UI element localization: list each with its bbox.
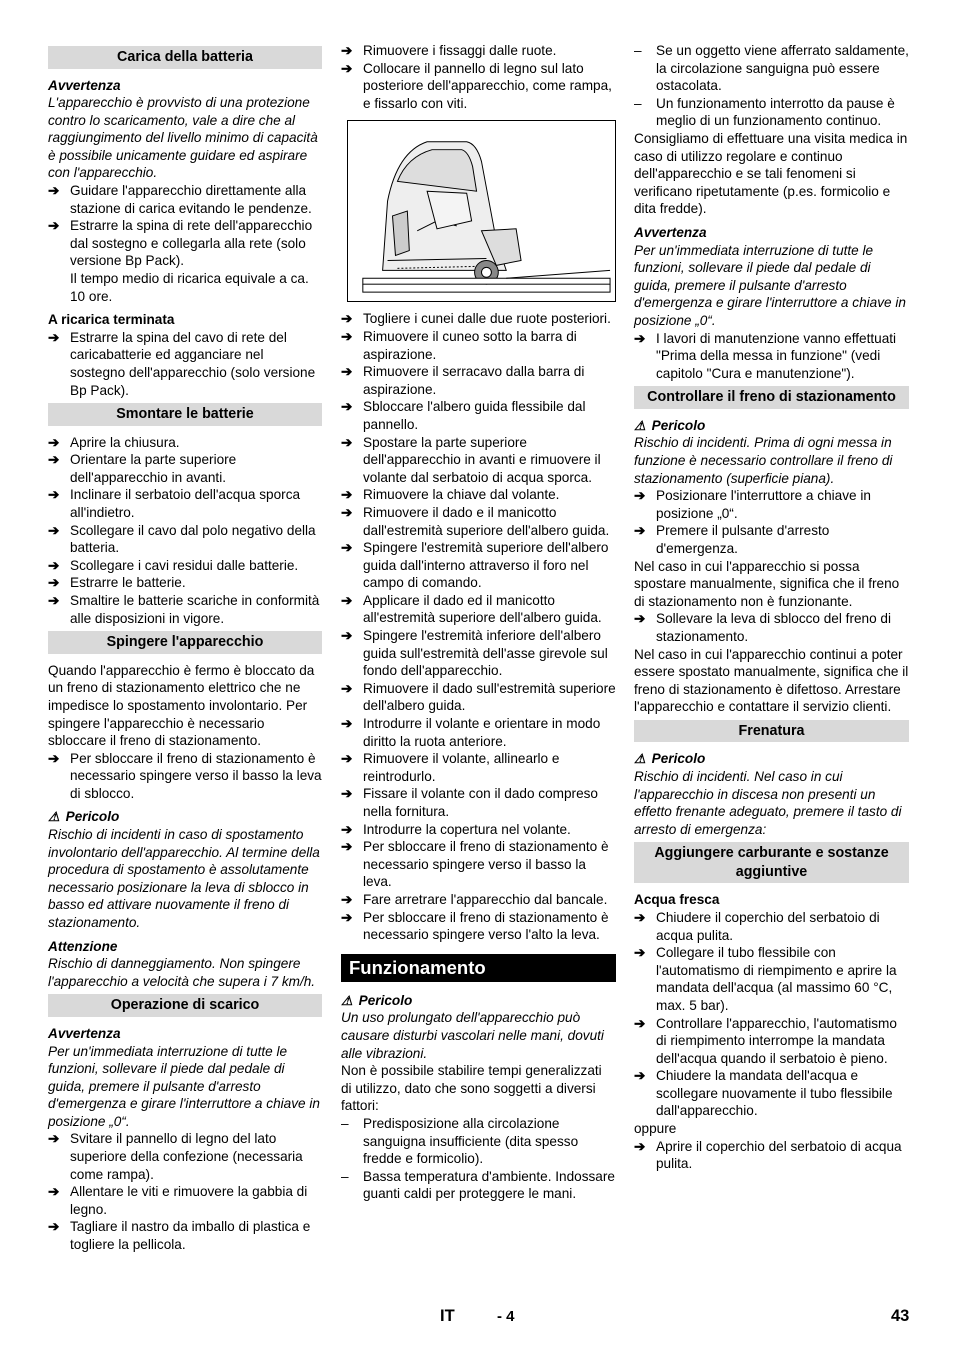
- dash-bullet: –: [634, 95, 642, 111]
- warning-triangle-icon: ⚠: [48, 809, 60, 825]
- section-title-frenatura: Frenatura: [634, 720, 909, 743]
- arrow-right-icon: ➔: [634, 909, 646, 925]
- step-text: Aprire il coperchio del serbatoio di acqua pulita.: [656, 1138, 902, 1172]
- pericolo-text: Rischio di incidenti. Nel caso in cui l'apparecchio in discesa non presenti un effetto frenante adeguato, premere il tasto di arresto di emergenza:: [634, 768, 902, 837]
- step-text: Scollegare il cavo dal polo negativo della batteria.: [70, 522, 316, 556]
- step-item: [634, 1015, 909, 1068]
- step-text: Applicare il dado ed il manicotto all'estremità superiore dell'albero guida.: [363, 592, 602, 626]
- step-text: Estrarre le batterie.: [70, 575, 186, 591]
- section-title-carica: Carica della batteria: [48, 46, 322, 69]
- step-text: Per sbloccare il freno di stazionamento è necessario spingere verso l'alto la leva.: [363, 909, 609, 943]
- step-text: Rimuovere la chiave dal volante.: [363, 487, 560, 503]
- step-text: Tagliare il nastro da imballo di plastica e togliere la pellicola.: [70, 1219, 311, 1253]
- section-title-carburante: Aggiungere carburante e sostanze aggiuntive: [634, 842, 909, 883]
- dash-list: [341, 1115, 616, 1203]
- step-text: Posizionare l'interruttore a chiave in posizione „0“.: [656, 488, 871, 521]
- pericolo-heading: [634, 417, 909, 435]
- step-text: Allentare le viti e rimuovere la gabbia di legno.: [70, 1184, 308, 1217]
- avvertenza-label: Avvertenza: [48, 1025, 121, 1041]
- arrow-right-icon: ➔: [634, 330, 646, 346]
- dash-bullet: –: [341, 1168, 349, 1184]
- step-item: [48, 1218, 322, 1253]
- arrow-right-icon: ➔: [341, 311, 353, 327]
- step-item: [341, 627, 616, 680]
- step-text: Aprire la chiusura.: [70, 434, 180, 450]
- step-item: [48, 329, 322, 399]
- pericolo-text: Rischio di incidenti. Prima di ogni messa in funzione è necessario controllare il freno di stazionamento (superficie piana).: [634, 435, 893, 486]
- step-item: [341, 715, 616, 750]
- step-text: Controllare l'apparecchio, l'automatismo di riempimento interrompe la mandata dell'acqua quando il serbatoio è pieno.: [656, 1015, 897, 1066]
- body-text: Non è possibile stabilire tempi generalizzati di utilizzo, dato che sono soggetti a diversi fattori:: [341, 1063, 602, 1114]
- arrow-right-icon: ➔: [48, 218, 60, 234]
- pericolo-label: Pericolo: [358, 992, 413, 1008]
- avvertenza-text: L'apparecchio è provvisto di una protezione contro lo scaricamento, vale a dire che al raggiungimento del livello minimo di capacità è possibile unicamente guidare ed aspirare con l'apparecchio.: [48, 95, 318, 181]
- subheading-acqua: Acqua fresca: [634, 892, 720, 908]
- dash-item: [341, 1168, 616, 1203]
- step-item: [341, 398, 616, 433]
- arrow-right-icon: ➔: [48, 557, 60, 573]
- step-list: [634, 330, 909, 383]
- step-text: Per sbloccare il freno di stazionamento è necessario spingere verso il basso la leva.: [363, 839, 609, 890]
- dash-text: Bassa temperatura d'ambiente. Indossare guanti caldi per proteggere le mani.: [363, 1168, 615, 1202]
- arrow-right-icon: ➔: [341, 504, 353, 520]
- footer-language: IT: [440, 1307, 455, 1325]
- arrow-right-icon: ➔: [634, 945, 646, 961]
- step-list: [48, 1130, 322, 1253]
- footer-page-number: 43: [891, 1307, 910, 1325]
- avvertenza-text: Per un'immediata interruzione di tutte le funzioni, sollevare il piede dal pedale di guida, premere il pulsante d'arresto d'emergenza e girare l'interruttore a chiave in posizione „0“.: [48, 1043, 320, 1129]
- arrow-right-icon: ➔: [634, 523, 646, 539]
- section-title-funzionamento: Funzionamento: [341, 954, 616, 982]
- machine-on-pallet-illustration: [347, 120, 616, 302]
- step-text: Introdurre la copertura nel volante.: [363, 821, 571, 837]
- dash-text: Se un oggetto viene afferrato saldamente, la circolazione sanguigna può essere ostacolata.: [656, 43, 909, 94]
- warning-triangle-icon: ⚠: [634, 751, 646, 767]
- attenzione-label: Attenzione: [48, 938, 118, 954]
- step-text: Rimuovere i fissaggi dalle ruote.: [363, 43, 557, 58]
- step-item: [634, 522, 909, 557]
- machine-illustration: [348, 121, 615, 301]
- step-list: [48, 750, 322, 803]
- column-3: [634, 42, 909, 1173]
- step-item: [341, 592, 616, 627]
- pericolo-heading: [48, 808, 322, 826]
- arrow-right-icon: ➔: [341, 891, 353, 907]
- arrow-right-icon: ➔: [341, 716, 353, 732]
- arrow-right-icon: ➔: [48, 1184, 60, 1200]
- step-text: Rimuovere il volante, allinearlo e reintrodurlo.: [363, 751, 560, 784]
- step-item: [341, 486, 616, 504]
- step-item: [48, 592, 322, 627]
- dash-text: Predisposizione alla circolazione sanguigna insufficiente (dita spesso fredde e formicolio).: [363, 1115, 579, 1167]
- dash-list: [634, 42, 909, 130]
- section-title-spingere: Spingere l'apparecchio: [48, 631, 322, 654]
- arrow-right-icon: ➔: [48, 522, 60, 538]
- arrow-right-icon: ➔: [341, 909, 353, 925]
- arrow-right-icon: ➔: [634, 1068, 646, 1084]
- pericolo-label: Pericolo: [65, 809, 120, 825]
- arrow-right-icon: ➔: [48, 1131, 60, 1147]
- step-text: Collocare il pannello di legno sul lato posteriore dell'apparecchio, come rampa, e fissarlo con viti.: [363, 60, 612, 111]
- step-list: [634, 909, 909, 1120]
- arrow-right-icon: ➔: [341, 399, 353, 415]
- arrow-right-icon: ➔: [48, 487, 60, 503]
- step-item: [341, 821, 616, 839]
- warning-triangle-icon: ⚠: [341, 992, 353, 1008]
- arrow-right-icon: ➔: [48, 593, 60, 609]
- step-item: [341, 42, 616, 60]
- arrow-right-icon: ➔: [48, 1219, 60, 1235]
- arrow-right-icon: ➔: [48, 329, 60, 345]
- step-item: [48, 217, 322, 270]
- step-item: [341, 539, 616, 592]
- step-text: Rimuovere il dado e il manicotto dall'estremità superiore dell'albero guida.: [363, 504, 610, 538]
- step-item: [341, 310, 616, 328]
- step-text: Orientare la parte superiore dell'apparecchio in avanti.: [70, 452, 237, 485]
- step-text: Svitare il pannello di legno del lato superiore della confezione (necessaria come rampa).: [70, 1131, 303, 1182]
- step-text: Inclinare il serbatoio dell'acqua sporca all'indietro.: [70, 487, 301, 521]
- body-text: Consigliamo di effettuare una visita medica in caso di utilizzo regolare e continuo dell'apparecchio e se tali fenomeni si verificano ripetutamente (p.es. formicolio e dita fredde).: [634, 130, 908, 217]
- step-text: Chiudere la mandata dell'acqua e scollegare nuovamente il tubo flessibile dall'apparecchio.: [656, 1068, 893, 1119]
- step-list: [48, 182, 322, 270]
- step-text: Guidare l'apparecchio direttamente alla stazione di carica evitando le pendenze.: [70, 183, 312, 216]
- arrow-right-icon: ➔: [341, 328, 353, 344]
- step-item: [341, 891, 616, 909]
- step-text: Rimuovere il serracavo dalla barra di aspirazione.: [363, 364, 585, 397]
- step-item: [634, 1067, 909, 1120]
- arrow-right-icon: ➔: [634, 488, 646, 504]
- step-list: [634, 1138, 909, 1173]
- avvertenza-label: Avvertenza: [634, 224, 707, 240]
- step-list: [48, 434, 322, 628]
- step-text: Sbloccare l'albero guida flessibile dal pannello.: [363, 399, 586, 432]
- step-item: [634, 909, 909, 944]
- arrow-right-icon: ➔: [341, 751, 353, 767]
- pericolo-heading: [634, 750, 909, 768]
- step-item: [341, 838, 616, 891]
- column-2: [341, 42, 616, 1203]
- step-item: [48, 451, 322, 486]
- step-item: [341, 785, 616, 820]
- attenzione-text: Rischio di danneggiamento. Non spingere l'apparecchio a velocità che supera i 7 km/h.: [48, 956, 316, 989]
- step-item: [341, 680, 616, 715]
- step-item: [341, 363, 616, 398]
- body-text: Nel caso in cui l'apparecchio si possa spostare manualmente, significa che il freno di stazionamento non è funzionante.: [634, 558, 900, 609]
- step-text: Introdurre il volante e orientare in modo diritto la ruota anteriore.: [363, 716, 601, 749]
- section-title-smontare: Smontare le batterie: [48, 403, 322, 426]
- step-text: Spostare la parte superiore dell'apparecchio in avanti e rimuovere il volante dal serbatoio di acqua sporca.: [363, 434, 601, 485]
- dash-item: [341, 1115, 616, 1168]
- arrow-right-icon: ➔: [341, 786, 353, 802]
- step-item: [634, 1138, 909, 1173]
- step-item: [48, 486, 322, 521]
- arrow-right-icon: ➔: [341, 487, 353, 503]
- arrow-right-icon: ➔: [341, 43, 353, 58]
- step-item: [48, 750, 322, 803]
- dash-bullet: –: [341, 1115, 349, 1131]
- body-text: Nel caso in cui l'apparecchio continui a poter essere spostato manualmente, significa che il freno di stazionamento è difettoso. Arrestare l'apparecchio e contattare il servizio clienti.: [634, 646, 909, 715]
- pericolo-label: Pericolo: [651, 751, 706, 767]
- step-item: [341, 60, 616, 113]
- step-text: Fare arretrare l'apparecchio dal bancale.: [363, 891, 608, 907]
- step-item: [48, 1130, 322, 1183]
- step-text: Togliere i cunei dalle due ruote posteriori.: [363, 311, 611, 327]
- step-text: Chiudere il coperchio del serbatoio di acqua pulita.: [656, 909, 880, 943]
- pericolo-text: Rischio di incidenti in caso di spostamento involontario dell'apparecchio. Al termine della procedura di spostamento è assolutamente necessario posizionare la leva di sblocco in basso ed attivare nuovamente il freno di stazionamento.: [48, 827, 320, 931]
- arrow-right-icon: ➔: [48, 452, 60, 468]
- step-item: [634, 610, 909, 645]
- step-list: [48, 329, 322, 399]
- step-item: [634, 487, 909, 522]
- avvertenza-label: Avvertenza: [48, 77, 121, 93]
- step-list: [634, 610, 909, 645]
- step-item: [341, 434, 616, 487]
- arrow-right-icon: ➔: [341, 592, 353, 608]
- arrow-right-icon: ➔: [341, 60, 353, 76]
- step-text: Smaltire le batterie scariche in conformità alle disposizioni in vigore.: [70, 593, 320, 626]
- step-text: Estrarre la spina del cavo di rete del caricabatterie ed agganciare nel sostegno dell'apparecchio (solo versione Bp Pack).: [70, 329, 316, 398]
- arrow-right-icon: ➔: [48, 183, 60, 199]
- step-item: [634, 944, 909, 1014]
- footer-local-page: - 4: [497, 1308, 515, 1325]
- body-text: oppure: [634, 1121, 677, 1137]
- step-text: Spingere l'estremità inferiore dell'albero guida sull'estremità dell'asse girevole sul fondo dell'apparecchio.: [363, 628, 608, 679]
- pericolo-text: Un uso prolungato dell'apparecchio può causare disturbi vascolari nelle mani, dovuti alle vibrazioni.: [341, 1010, 604, 1061]
- step-list: [634, 487, 909, 557]
- step-text: I lavori di manutenzione vanno effettuati "Prima della messa in funzione" (vedi capitolo "Cura e manutenzione").: [656, 330, 897, 381]
- arrow-right-icon: ➔: [341, 680, 353, 696]
- arrow-right-icon: ➔: [634, 1138, 646, 1154]
- arrow-right-icon: ➔: [48, 575, 60, 591]
- step-text: Rimuovere il cuneo sotto la barra di aspirazione.: [363, 328, 577, 362]
- dash-text: Un funzionamento interrotto da pause è meglio di un funzionamento continuo.: [656, 95, 895, 129]
- step-item: [341, 909, 616, 944]
- arrow-right-icon: ➔: [341, 821, 353, 837]
- step-list: [341, 310, 616, 943]
- arrow-right-icon: ➔: [48, 750, 60, 766]
- step-list: [341, 42, 616, 112]
- arrow-right-icon: ➔: [341, 540, 353, 556]
- step-text: Per sbloccare il freno di stazionamento è necessario spingere verso il basso la leva di sblocco.: [70, 750, 322, 801]
- arrow-right-icon: ➔: [341, 434, 353, 450]
- step-text: Scollegare i cavi residui dalle batterie.: [70, 557, 299, 573]
- step-item: [48, 1183, 322, 1218]
- note-text: Il tempo medio di ricarica equivale a ca. 10 ore.: [70, 271, 309, 304]
- step-item: [48, 434, 322, 452]
- step-item: [48, 522, 322, 557]
- step-text: Spingere l'estremità superiore dell'albero guida dall'interno attraverso il foro nel campo di comando.: [363, 540, 609, 591]
- arrow-right-icon: ➔: [634, 611, 646, 627]
- step-text: Sollevare la leva di sblocco del freno di stazionamento.: [656, 611, 892, 644]
- step-text: Premere il pulsante d'arresto d'emergenza.: [656, 523, 830, 556]
- dash-bullet: –: [634, 43, 642, 58]
- arrow-right-icon: ➔: [48, 434, 60, 450]
- step-item: [48, 574, 322, 592]
- subheading-ricarica: A ricarica terminata: [48, 312, 175, 328]
- arrow-right-icon: ➔: [634, 1015, 646, 1031]
- step-item: [48, 557, 322, 575]
- step-text: Collegare il tubo flessibile con l'automatismo di riempimento e aprire la mandata dell'acqua (al massimo 60 °C, max. 5 bar).: [656, 945, 897, 1013]
- step-item: [634, 330, 909, 383]
- step-item: [341, 504, 616, 539]
- arrow-right-icon: ➔: [341, 364, 353, 380]
- step-text: Rimuovere il dado sull'estremità superiore dell'albero guida.: [363, 680, 616, 714]
- body-text: Quando l'apparecchio è fermo è bloccato da un freno di stazionamento elettrico che ne impedisce lo spostamento involontario. Per spingere l'apparecchio è necessario sbloccare il freno di stazionamento.: [48, 662, 315, 749]
- section-title-scarico: Operazione di scarico: [48, 994, 322, 1017]
- dash-item: [634, 42, 909, 95]
- step-item: [48, 182, 322, 217]
- step-text: Estrarre la spina di rete dell'apparecchio dal sostegno e collegarla alla rete (solo versione Bp Pack).: [70, 218, 313, 269]
- pericolo-heading: [341, 992, 616, 1010]
- avvertenza-text: Per un'immediata interruzione di tutte le funzioni, sollevare il piede dal pedale di guida, premere il pulsante d'arresto d'emergenza e girare l'interruttore a chiave in posizione „0“.: [634, 242, 906, 328]
- warning-triangle-icon: ⚠: [634, 417, 646, 433]
- pericolo-label: Pericolo: [651, 417, 706, 433]
- step-item: [341, 750, 616, 785]
- dash-item: [634, 95, 909, 130]
- arrow-right-icon: ➔: [341, 839, 353, 855]
- step-item: [341, 328, 616, 363]
- section-title-freno: Controllare il freno di stazionamento: [634, 386, 909, 409]
- step-text: Fissare il volante con il dado compreso nella fornitura.: [363, 786, 598, 819]
- arrow-right-icon: ➔: [341, 628, 353, 644]
- column-1: [48, 42, 322, 1254]
